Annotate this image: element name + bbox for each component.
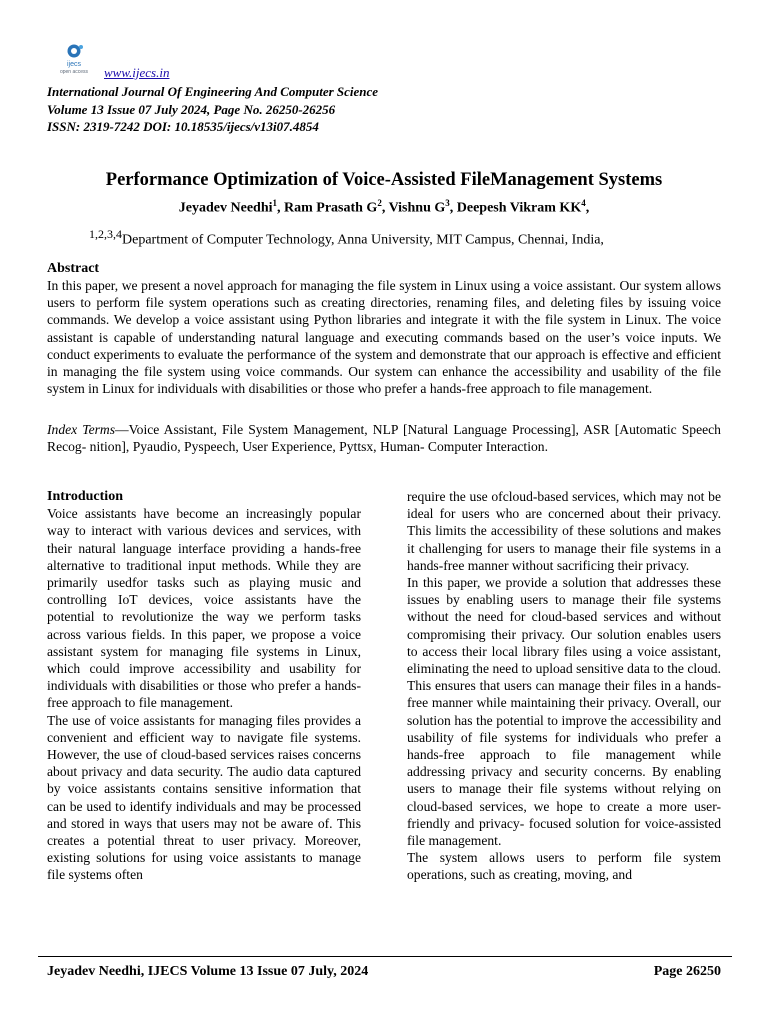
author-affil-mark: 4 — [581, 198, 586, 208]
paragraph: Voice assistants have become an increasingly popular way to interact with various devices and services, with their natural language interface providing a hands-free alternative to traditional input methods. While they are primarily usedfor tasks such as playing music and controlling IoT devices, voice assistants have the potential to revolutionize the way we perform tasks across various fields. In this paper, we propose a voice assistant system for managing file systems in Linux, which could improve accessibility and usability for individuals with disabilities or those who prefer a hands-free approach to file management. — [47, 506, 361, 711]
svg-text:ijecs: ijecs — [66, 61, 82, 68]
author-affil-mark: 1 — [272, 198, 277, 208]
affiliation-mark: 1,2,3,4 — [89, 227, 122, 241]
author-affil-mark: 3 — [445, 198, 450, 208]
right-column — [407, 488, 721, 884]
journal-header — [47, 83, 378, 136]
paragraph: require the use ofcloud-based services, which may not be ideal for users who are concerned about their privacy. This limits the accessibility of these solutions and makes it challenging for users to manage their file systems in a hands-free manner without sacrificing their privacy. — [407, 489, 721, 573]
author-affil-mark: 2 — [377, 198, 382, 208]
index-terms — [47, 421, 721, 455]
author-name: Vishnu G — [388, 200, 446, 216]
author-name: Jeyadev Needhi — [178, 200, 273, 216]
author-list: Jeyadev Needhi$^1$, Ram Prasath $G^2$, Vishnu $G^3$, Deepesh Vikram $KK^4$, — [178, 198, 590, 216]
paper-title: Performance Optimization of Voice-Assisted FileManagement Systems — [105, 170, 663, 190]
journal-issn-doi: ISSN: 2319-7242 DOI: 10.18535/ijecs/v13i07.4854 — [47, 119, 319, 134]
journal-logo — [50, 42, 98, 78]
svg-text:open access: open access — [59, 69, 89, 75]
page-number: Page 26250 — [653, 964, 721, 979]
section-heading-introduction: Introduction — [47, 489, 123, 504]
abstract-heading: Abstract — [47, 261, 100, 276]
paragraph: The use of voice assistants for managing files provides a convenient and efficient way to navigate file systems. However, the use of cloud-based services raises concerns about privacy and data security. The audio data captured by voice assistants contains sensitive information that can be used to identify individuals and may be processed and stored in ways that users may not be aware of. This creates a potential threat to user privacy. Moreover, existing solutions for using voice assistants to manage file systems often — [47, 712, 361, 883]
affiliation-text: Department of Computer Technology, Anna University, MIT Campus, Chennai, India, — [122, 232, 604, 248]
footer-divider — [38, 956, 732, 957]
author-name: Ram Prasath G — [284, 200, 378, 216]
index-terms-text: Voice Assistant, File System Management, NLP [Natural Language Processing], ASR [Automatic Speech Recog- nition], Pyaudio, Pyspeech, User Experience, Pyttsx, Human- Computer Interaction. — [47, 422, 721, 455]
journal-website-link[interactable]: www.ijecs.in — [104, 65, 170, 80]
journal-name: International Journal Of Engineering And Computer Science — [47, 84, 379, 99]
affiliation — [89, 227, 604, 249]
index-terms-label: Index Terms — [47, 422, 116, 437]
abstract-text: In this paper, we present a novel approach for managing the file system in Linux using a voice assistant. Our system allows users to perform file system operations such as creating directories, renaming files, and deleting files by issuing voice commands. We develop a voice assistant using Python libraries and integrate it with the file system in Linux. The voice assistant is capable of understanding natural language and executing commands based on the user’s voice inputs. We conduct experiments to evaluate the performance of the system and demonstrate that our approach is effective and efficient in managing the file system using voice commands. Our system can enhance the accessibility and usability of the file system in Linux for individuals with disabilities or those who prefer a hands-free approach to file management. — [47, 278, 721, 397]
paragraph: In this paper, we provide a solution that addresses these issues by enabling users to manage their file systems without the need for cloud-based services and without compromising their privacy. Our solution enables users to access their local library files using a voice assistant, eliminating the need to upload sensitive data to the cloud. This ensures that users can manage their files in a hands-free manner while maintaining their privacy. Overall, our solution has the potential to improve the accessibility and usability of file systems for individuals who prefer a hands-free approach to file management while addressing privacy and security concerns. By enabling users to manage their file systems without relying on cloud-based services, we hope to create a more user-friendly and privacy- focused solution for voice-assisted file management. — [407, 575, 721, 849]
author-name: Deepesh Vikram KK — [456, 200, 582, 216]
footer-citation: Jeyadev Needhi, IJECS Volume 13 Issue 07 July, 2024 — [47, 964, 369, 979]
index-terms-dash: — — [115, 422, 129, 437]
journal-volume: Volume 13 Issue 07 July 2024, Page No. 26250-26256 — [47, 101, 336, 117]
left-column — [47, 488, 361, 884]
paragraph: The system allows users to perform file system operations, such as creating, moving, and — [407, 850, 721, 883]
